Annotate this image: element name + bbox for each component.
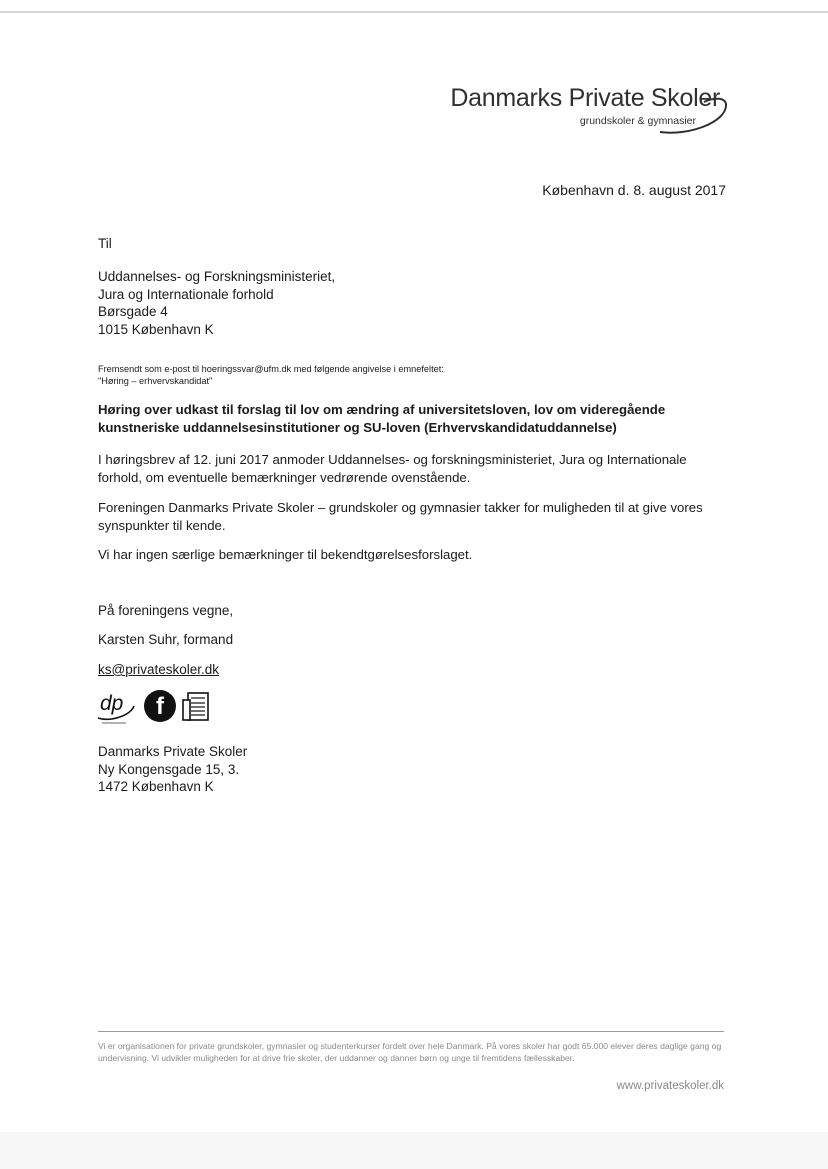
dp-swoosh-icon (96, 692, 136, 726)
sender-line: Danmarks Private Skoler (98, 744, 248, 759)
letter-date: København d. 8. august 2017 (542, 182, 726, 198)
sender-address (98, 743, 247, 796)
page-bottom-shade (0, 1132, 828, 1169)
dp-logo-icon[interactable] (96, 692, 136, 726)
footer-divider (98, 1031, 724, 1032)
recipient-line: 1015 København K (98, 321, 214, 337)
body-paragraph: I høringsbrev af 12. juni 2017 anmoder Uddannelses- og forskningsministeriet, Jura og Internationale forhold, om eventuelle bemærkninger vedrørende ovenstående. (98, 452, 687, 485)
social-icons (96, 690, 216, 726)
logo-subtitle: grundskoler & gymnasier (579, 115, 696, 127)
facebook-icon[interactable]: f (144, 690, 176, 722)
signatory: Karsten Suhr, formand (98, 632, 234, 647)
sender-line: Ny Kongensgade 15, 3. (98, 761, 240, 777)
sending-note-line: Fremsendt som e-post til hoeringssvar@ufm.dk med følgende angivelse i emnefeltet: (98, 364, 444, 374)
recipient-address (98, 268, 335, 338)
body-paragraph: Foreningen Danmarks Private Skoler – grundskoler og gymnasier takker for muligheden til at give vores synspunkter til kende. (98, 500, 703, 533)
organization-logo (430, 84, 730, 144)
letter-subject: Høring over udkast til forslag til lov om ændring af universitetsloven, lov om videregående kunstneriske uddannelsesinstitutioner og SU-loven (Erhvervskandidatuddannelse) (98, 402, 666, 435)
footer-description: Vi er organisationen for private grundskoler, gymnasier og studenterkurser fordelt over hele Danmark. På vores skoler har godt 65.000 elever deres daglige gang og undervisning. Vi udvikler muligheden for at drive frie skoler, der uddanner og danner børn og unge til fremtidens fællesskaber. (98, 1041, 722, 1063)
closing-phrase: På foreningens vegne, (98, 603, 234, 618)
sender-line: 1472 København K (98, 779, 214, 794)
email-link[interactable]: ks@privateskoler.dk (98, 662, 219, 677)
recipient-line: Jura og Internationale forhold (98, 286, 274, 302)
logo-swoosh-icon (600, 92, 730, 136)
website-link[interactable]: www.privateskoler.dk (616, 1080, 724, 1092)
recipient-line: Børsgade 4 (98, 304, 168, 319)
sending-note-subject: "Høring – erhvervskandidat" (98, 375, 213, 386)
dp-logo-text: dp (100, 692, 124, 715)
press-icon[interactable] (182, 692, 210, 722)
recipient-label: Til (98, 236, 112, 251)
recipient-line: Uddannelses- og Forskningsministeriet, (98, 269, 336, 284)
body-paragraph: Vi har ingen særlige bemærkninger til bekendtgørelsesforslaget. (98, 547, 473, 562)
logo-title: Danmarks Private Skoler (450, 84, 720, 112)
sending-note (98, 364, 444, 387)
top-border (0, 11, 828, 13)
